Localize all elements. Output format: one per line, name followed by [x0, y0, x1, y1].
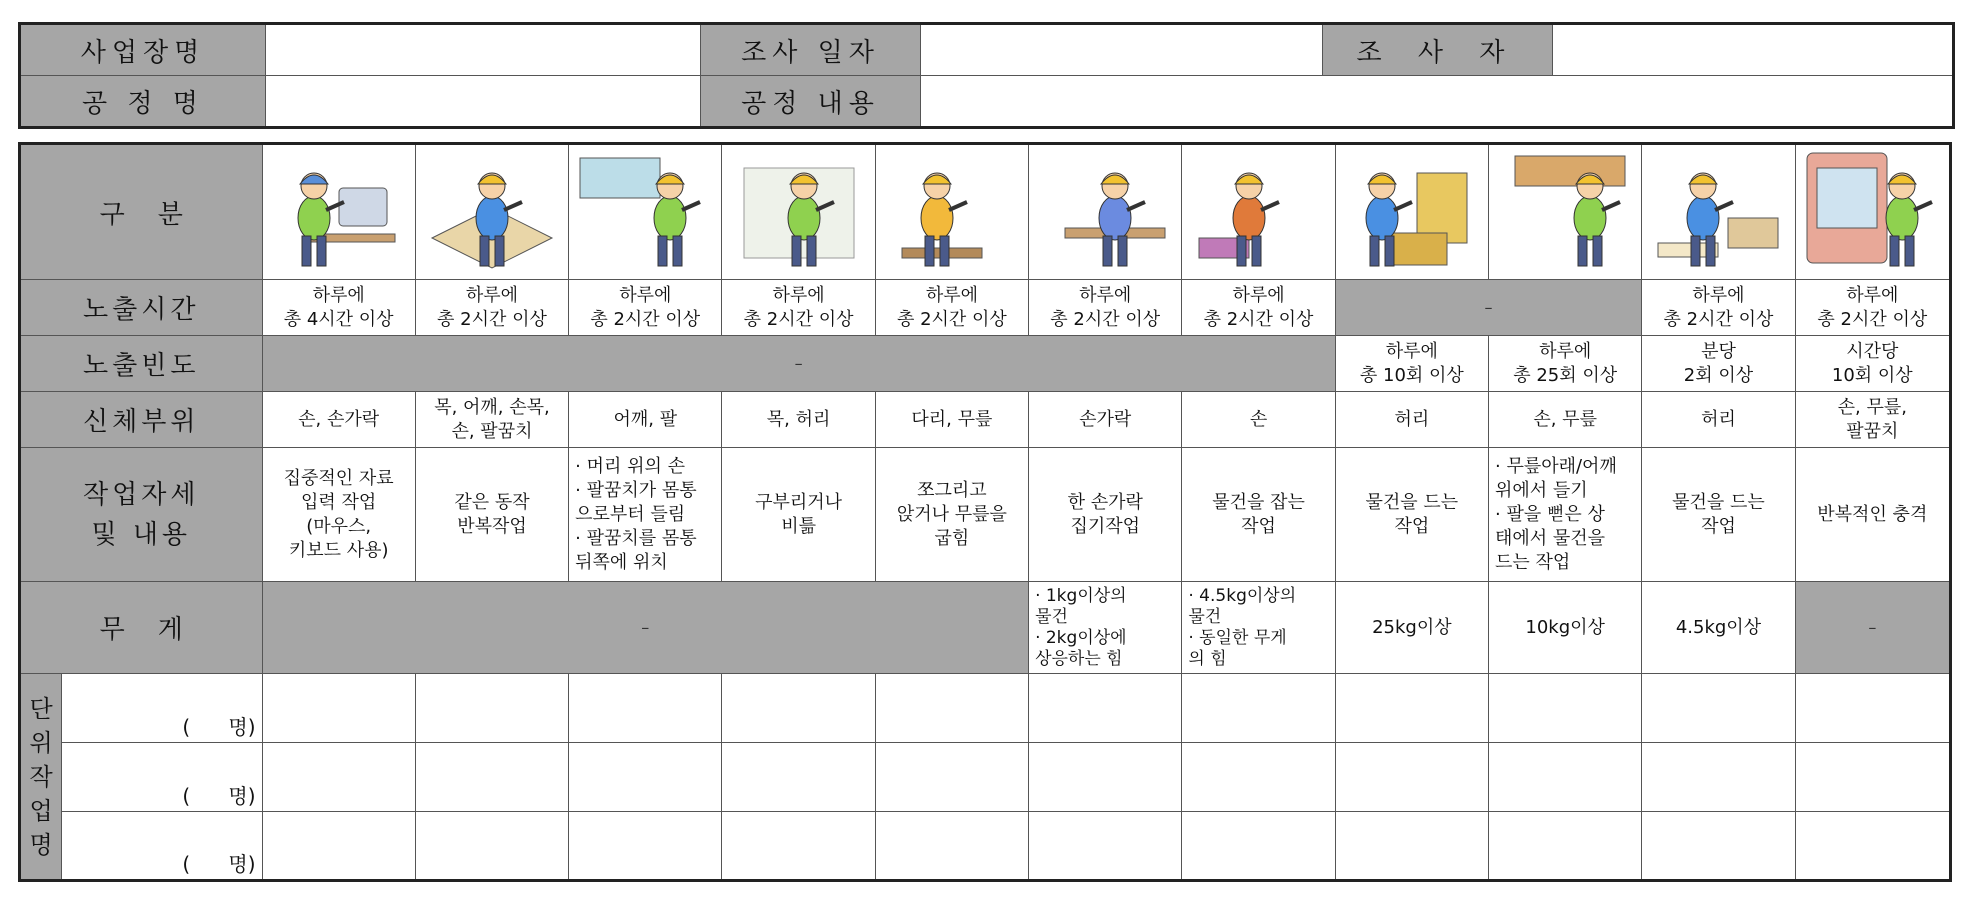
unit-work-cell[interactable]: [722, 674, 875, 743]
category-picture: [1029, 144, 1182, 280]
unit-work-cell[interactable]: [1642, 812, 1795, 881]
unit-work-cell[interactable]: [1795, 743, 1950, 812]
exposure-time-value-line: 총 2시간 이상: [1050, 308, 1161, 330]
posture-value-line: 으로부터 들림: [575, 503, 686, 525]
posture-value-line: 한 손가락: [1067, 491, 1143, 513]
lifting-worker-icon: [1342, 148, 1482, 276]
posture-value: [1335, 448, 1488, 582]
exposure-time-value: [722, 280, 875, 336]
posture-value-line: 집중적인 자료: [283, 467, 394, 489]
exposure-time-value: [569, 280, 722, 336]
category-picture: [262, 144, 415, 280]
exposure-freq-none: –: [262, 336, 1335, 392]
body-part-value: [1335, 392, 1488, 448]
unit-work-cell[interactable]: [1795, 674, 1950, 743]
posture-value-line: 입력 작업: [301, 491, 377, 513]
weight-value-line: · 2kg이상에: [1035, 627, 1127, 648]
weight-value-line: 상응하는 힘: [1035, 648, 1123, 669]
posture-value: [1489, 448, 1642, 582]
exposure-time-value-line: 총 2시간 이상: [1203, 308, 1314, 330]
repetitive-worker-icon: [422, 148, 562, 276]
exposure-time-value-line: 총 2시간 이상: [437, 308, 547, 330]
unit-work-cell[interactable]: [569, 812, 722, 881]
exposure-freq-value: [1795, 336, 1950, 392]
body-part-value: [262, 392, 415, 448]
exposure-time-value-line: 하루에: [312, 284, 365, 306]
unit-work-cell[interactable]: [569, 743, 722, 812]
category-picture: [722, 144, 875, 280]
posture-value-line: · 무릎아래/어깨: [1495, 455, 1617, 477]
posture-value-line: · 팔을 뻗은 상: [1495, 503, 1605, 525]
unit-work-label: [20, 674, 62, 881]
category-picture: [1182, 144, 1335, 280]
exposure-freq-value-line: 하루에: [1385, 340, 1438, 362]
posture-value-line: 굽힘: [934, 527, 970, 549]
body-part-value-line: 목, 허리: [766, 408, 831, 430]
weight-value-line: · 1kg이상의: [1035, 585, 1127, 606]
posture-value: [875, 448, 1028, 582]
weight-value-line: 25kg이상: [1372, 616, 1452, 638]
process-name-field[interactable]: [266, 76, 701, 128]
posture-value: [1642, 448, 1795, 582]
process-content-label: 공정 내용: [701, 76, 921, 128]
weight-value-line: 10kg이상: [1525, 616, 1605, 638]
exposure-time-value-line: 총 4시간 이상: [283, 308, 394, 330]
posture-value-line: 위에서 들기: [1495, 479, 1588, 501]
gripping-worker-icon: [1189, 148, 1329, 276]
carrying-worker-icon: [1648, 148, 1788, 276]
posture-value-line: 같은 동작: [454, 491, 530, 513]
unit-work-cell[interactable]: [262, 812, 415, 881]
posture-value-line: (마우스,: [306, 515, 372, 537]
body-part-value: [1029, 392, 1182, 448]
body-part-value-line: 허리: [1394, 408, 1430, 430]
posture-value: [1795, 448, 1950, 582]
unit-work-label-char: 위: [29, 728, 53, 757]
unit-work-cell[interactable]: [1182, 743, 1335, 812]
unit-work-cell[interactable]: [1795, 812, 1950, 881]
posture-value: [1029, 448, 1182, 582]
inspector-field[interactable]: [1553, 24, 1954, 76]
unit-work-cell[interactable]: [1335, 812, 1488, 881]
unit-work-cell[interactable]: [722, 812, 875, 881]
unit-work-label-char: 작: [29, 762, 53, 791]
unit-work-cell[interactable]: [1489, 812, 1642, 881]
exposure-freq-value-line: 총 10회 이상: [1359, 364, 1464, 386]
unit-work-cell[interactable]: [1029, 812, 1182, 881]
exposure-time-none: –: [1335, 280, 1642, 336]
unit-work-cell[interactable]: [262, 743, 415, 812]
process-content-field[interactable]: [921, 76, 1954, 128]
body-part-value-line: 팔꿈치: [1846, 420, 1899, 442]
category-picture: [415, 144, 568, 280]
exposure-freq-value: [1335, 336, 1488, 392]
exposure-time-value-line: 총 2시간 이상: [590, 308, 701, 330]
impact-worker-icon: [1802, 148, 1942, 276]
unit-work-cell[interactable]: [569, 674, 722, 743]
unit-work-cell[interactable]: [1335, 743, 1488, 812]
exposure-freq-label: 노출빈도: [20, 336, 263, 392]
body-part-value-line: 손, 손가락: [298, 408, 380, 430]
exposure-time-value: [875, 280, 1028, 336]
posture-value-line: 반복적인 충격: [1817, 503, 1928, 525]
posture-value-line: 비틂: [781, 515, 816, 537]
weight-value: [1182, 582, 1335, 674]
unit-work-label-char: 업: [29, 796, 53, 825]
exposure-time-value-line: 하루에: [925, 284, 978, 306]
exposure-time-value-line: 하루에: [1692, 284, 1745, 306]
posture-value-line: 작업: [1241, 515, 1276, 537]
exposure-time-value: [262, 280, 415, 336]
exposure-time-value-line: 하루에: [465, 284, 519, 306]
bending-worker-icon: [729, 148, 869, 276]
posture-value: [1182, 448, 1335, 582]
unit-work-cell[interactable]: [1489, 743, 1642, 812]
posture-value-line: · 팔꿈치가 몸통: [575, 479, 697, 501]
unit-work-cell[interactable]: [722, 743, 875, 812]
body-part-value-line: 손, 팔꿈치: [451, 420, 533, 442]
body-part-value: [1182, 392, 1335, 448]
company-field[interactable]: [266, 24, 701, 76]
posture-value-line: 물건을 드는: [1672, 491, 1765, 513]
category-picture: [1489, 144, 1642, 280]
posture-value-line: 작업: [1394, 515, 1430, 537]
unit-work-cell[interactable]: [1335, 674, 1488, 743]
exposure-time-value-line: 총 2시간 이상: [1817, 308, 1928, 330]
unit-work-cell[interactable]: [415, 674, 568, 743]
posture-value: [569, 448, 722, 582]
weight-none: –: [262, 582, 1029, 674]
category-picture: [569, 144, 722, 280]
overhead-worker-icon: [575, 148, 715, 276]
posture-value-line: · 팔꿈치를 몸통: [575, 527, 697, 549]
posture-value-line: 뒤쪽에 위치: [575, 551, 668, 573]
weight-value-line: 의 힘: [1188, 648, 1227, 669]
posture-value: [262, 448, 415, 582]
unit-work-cell[interactable]: [415, 743, 568, 812]
reaching-worker-icon: [1495, 148, 1635, 276]
weight-value-line: 4.5kg이상: [1675, 616, 1762, 638]
unit-person-count[interactable]: ( 명): [62, 812, 262, 881]
weight-value-line: · 4.5kg이상의: [1188, 585, 1297, 606]
unit-work-cell[interactable]: [875, 674, 1028, 743]
exposure-time-value-line: 하루에: [1232, 284, 1285, 306]
exposure-time-value: [1642, 280, 1795, 336]
category-label: 구 분: [20, 144, 263, 280]
unit-work-cell[interactable]: [1029, 674, 1182, 743]
company-label: 사업장명: [20, 24, 266, 76]
unit-work-cell[interactable]: [875, 743, 1028, 812]
body-part-value-line: 어깨, 팔: [613, 408, 678, 430]
body-part-value-line: 손, 무릎: [1533, 408, 1597, 430]
exposure-freq-value-line: 하루에: [1539, 340, 1592, 362]
body-part-value: [1642, 392, 1795, 448]
exposure-time-label: 노출시간: [20, 280, 263, 336]
posture-value: [415, 448, 568, 582]
body-part-value-line: 목, 어깨, 손목,: [434, 396, 550, 418]
unit-person-count[interactable]: ( 명): [62, 743, 262, 812]
posture-value-line: 물건을 드는: [1365, 491, 1459, 513]
body-part-value: [875, 392, 1028, 448]
weight-value-line: · 동일한 무게: [1188, 627, 1287, 648]
exposure-freq-value-line: 분당: [1701, 340, 1736, 362]
posture-value-line: 집기작업: [1070, 515, 1140, 537]
weight-value: [1489, 582, 1642, 674]
category-picture: [1335, 144, 1488, 280]
posture-value-line: 드는 작업: [1495, 551, 1571, 573]
unit-person-count[interactable]: ( 명): [62, 674, 262, 743]
pinching-worker-icon: [1035, 148, 1175, 276]
exposure-time-value-line: 하루에: [619, 284, 672, 306]
unit-work-label-char: 단: [29, 694, 53, 723]
unit-work-cell[interactable]: [1029, 743, 1182, 812]
body-part-label: 신체부위: [20, 392, 263, 448]
posture-value-line: 쪼그리고: [917, 479, 987, 501]
exposure-freq-value-line: 총 25회 이상: [1513, 364, 1618, 386]
weight-value: [1642, 582, 1795, 674]
exposure-time-value: [1182, 280, 1335, 336]
unit-work-cell[interactable]: [1182, 674, 1335, 743]
posture-value-line: 반복작업: [457, 515, 527, 537]
checklist-table: [18, 142, 1952, 882]
exposure-time-value: [1795, 280, 1950, 336]
unit-work-cell[interactable]: [1182, 812, 1335, 881]
body-part-value: [415, 392, 568, 448]
body-part-value: [722, 392, 875, 448]
posture-value-line: 구부리거나: [755, 491, 843, 513]
posture-label: [20, 448, 263, 582]
posture-value-line: 물건을 잡는: [1212, 491, 1305, 513]
body-part-value-line: 손, 무릎,: [1837, 396, 1907, 418]
exposure-time-value-line: 총 2시간 이상: [743, 308, 854, 330]
posture-value-line: 앉거나 무릎을: [896, 503, 1007, 525]
weight-value-line: 물건: [1188, 606, 1222, 627]
unit-work-cell[interactable]: [1489, 674, 1642, 743]
body-part-value-line: 손: [1249, 408, 1268, 430]
exposure-freq-value-line: 시간당: [1846, 340, 1899, 362]
body-part-value: [1795, 392, 1950, 448]
exposure-freq-value-line: 2회 이상: [1683, 364, 1754, 386]
unit-work-cell[interactable]: [875, 812, 1028, 881]
unit-work-cell[interactable]: [1642, 674, 1795, 743]
body-part-value: [569, 392, 722, 448]
posture-value-line: 키보드 사용): [288, 539, 389, 561]
weight-none: –: [1795, 582, 1950, 674]
unit-work-label-char: 명: [29, 830, 53, 859]
body-part-value: [1489, 392, 1642, 448]
category-picture: [875, 144, 1028, 280]
category-picture: [1642, 144, 1795, 280]
exposure-time-value: [1029, 280, 1182, 336]
posture-value-line: 작업: [1701, 515, 1736, 537]
weight-value: [1029, 582, 1182, 674]
unit-work-cell[interactable]: [415, 812, 568, 881]
exposure-time-value-line: 하루에: [1846, 284, 1899, 306]
exposure-time-value: [415, 280, 568, 336]
category-picture: [1795, 144, 1950, 280]
weight-value: [1335, 582, 1488, 674]
unit-work-cell[interactable]: [1642, 743, 1795, 812]
process-name-label: 공 정 명: [20, 76, 266, 128]
computer-worker-icon: [269, 148, 409, 276]
date-field[interactable]: [921, 24, 1323, 76]
weight-label: 무 게: [20, 582, 263, 674]
body-part-value-line: 다리, 무릎: [911, 408, 993, 430]
posture-value-line: · 머리 위의 손: [575, 455, 685, 477]
weight-value-line: 물건: [1035, 606, 1068, 627]
exposure-time-value-line: 총 2시간 이상: [1663, 308, 1774, 330]
posture-label-line1: 작업자세: [83, 479, 200, 510]
exposure-freq-value-line: 10회 이상: [1831, 364, 1913, 386]
exposure-freq-value: [1642, 336, 1795, 392]
exposure-time-value-line: 총 2시간 이상: [896, 308, 1007, 330]
exposure-time-value-line: 하루에: [1079, 284, 1132, 306]
body-part-value-line: 허리: [1701, 408, 1736, 430]
unit-work-cell[interactable]: [262, 674, 415, 743]
exposure-freq-value: [1489, 336, 1642, 392]
inspector-label: 조 사 자: [1323, 24, 1553, 76]
posture-value: [722, 448, 875, 582]
posture-label-line2: 및 내용: [91, 519, 192, 550]
date-label: 조사 일자: [701, 24, 921, 76]
header-table: [18, 22, 1955, 129]
posture-value-line: 태에서 물건을: [1495, 527, 1606, 549]
body-part-value-line: 손가락: [1079, 408, 1132, 430]
kneeling-worker-icon: [882, 148, 1022, 276]
exposure-time-value-line: 하루에: [772, 284, 825, 306]
